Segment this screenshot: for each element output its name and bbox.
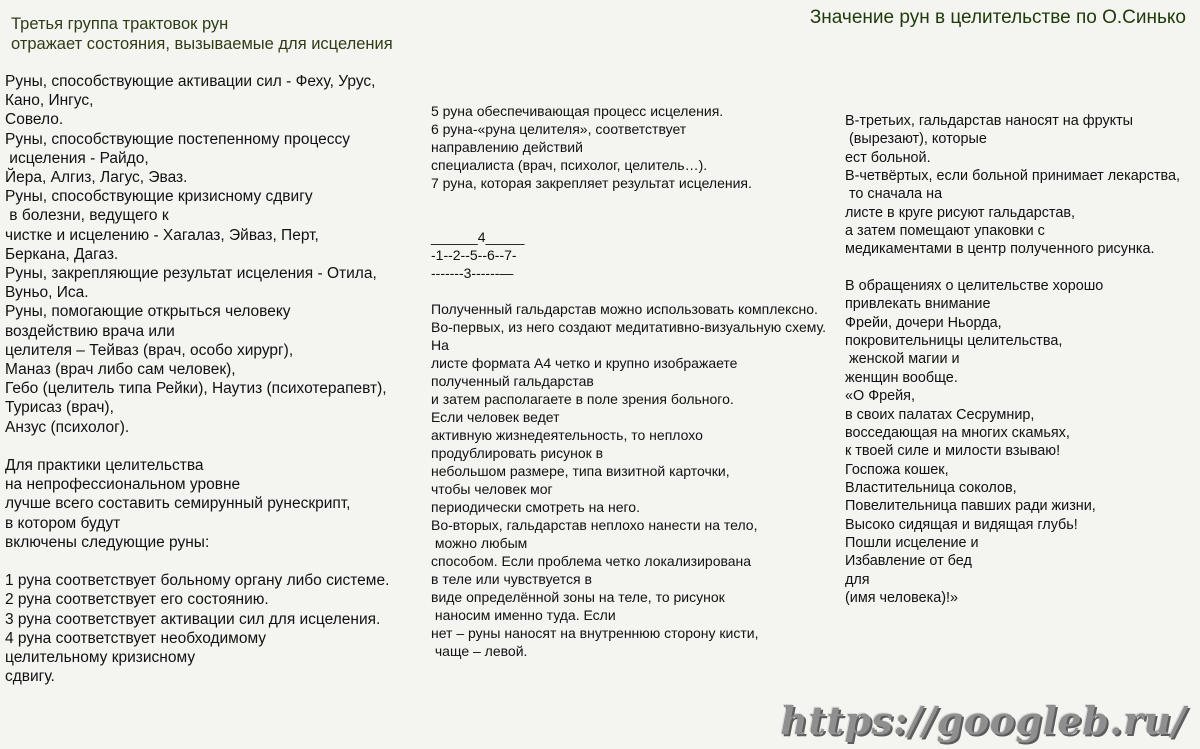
- text-line: [431, 282, 826, 300]
- text-line: Руны, способствующие кризисному сдвигу: [5, 188, 313, 206]
- text-line: Повелительница павших ради жизни,: [845, 498, 1096, 515]
- text-line: исцеления - Райдо,: [5, 149, 149, 167]
- text-line: привлекать внимание: [845, 296, 991, 313]
- text-line: 5 руна обеспечивающая процесс исцеления.: [431, 103, 724, 119]
- text-line: в теле или чувствуется в: [431, 571, 592, 587]
- text-line: специалиста (врач, психолог, целитель…).: [431, 157, 708, 173]
- text-line: Руны, закрепляющие результат исцеления - Отила,: [5, 265, 377, 283]
- text-line: Маназ (врач либо сам человек),: [5, 361, 236, 379]
- text-line: 4 руна соответствует необходимому: [5, 629, 267, 647]
- text-line: чистке и исцелению - Хагалаз, Эйваз, Перт,: [5, 226, 319, 244]
- text-line: (имя человека)!»: [845, 589, 958, 606]
- text-line: активную жизнедеятельность, то неплохо: [431, 427, 703, 443]
- text-line: воздействию врача или: [5, 322, 175, 340]
- text-line: покровительницы целительства,: [845, 333, 1063, 350]
- text-line: лучше всего составить семирунный рунескрипт,: [5, 495, 351, 513]
- text-line: В обращениях о целительстве хорошо: [845, 278, 1104, 295]
- text-line: -------3------—: [431, 265, 514, 281]
- text-line: Для практики целительства: [5, 457, 204, 475]
- text-line: Полученный гальдарстав можно использовать комплексно.: [431, 301, 818, 317]
- text-line: ест больной.: [845, 149, 931, 166]
- text-line: целительному кризисному: [5, 649, 196, 667]
- text-line: [431, 192, 826, 210]
- text-line: -1--2--5--6--7-: [431, 247, 517, 263]
- text-line: Йера, Алгиз, Лагус, Эваз.: [5, 169, 188, 187]
- watermark: https://googleb.ru/: [780, 698, 1186, 743]
- text-line: Анзус (психолог).: [5, 418, 130, 436]
- text-line: направлению действий: [431, 139, 583, 155]
- text-line: небольшом размере, типа визитной карточки,: [431, 463, 730, 479]
- text-line: чаще – левой.: [431, 643, 528, 659]
- text-line: 6 руна-«руна целителя», соответствует: [431, 121, 687, 137]
- text-line: Фрейи, дочери Ньорда,: [845, 314, 1002, 331]
- text-line: Турисаз (врач),: [5, 399, 114, 417]
- text-line: [5, 552, 389, 571]
- text-line: 3 руна соответствует активации сил для исцеления.: [5, 610, 381, 628]
- text-line: продублировать рисунок в: [431, 445, 604, 461]
- text-line: Во-вторых, гальдарстав неплохо нанести на тело,: [431, 517, 758, 533]
- text-line: в котором будут: [5, 514, 121, 532]
- text-line: «О Фрейя,: [845, 388, 915, 405]
- text-line: 7 руна, которая закрепляет результат исцеления.: [431, 175, 752, 191]
- text-line: Кано, Ингус,: [5, 92, 94, 110]
- text-line: 1 руна соответствует больному органу либо системе.: [5, 572, 390, 590]
- text-line: способом. Если проблема четко локализирована: [431, 553, 752, 569]
- text-line: восседающая на многих скамьях,: [845, 424, 1070, 441]
- text-line: В-третьих, гальдарстав наносят на фрукты: [845, 113, 1134, 129]
- text-line: Совело.: [5, 111, 64, 129]
- text-line: [5, 437, 389, 456]
- text-line: [431, 210, 826, 228]
- text-line: Руны, помогающие открыться человеку: [5, 303, 291, 321]
- left-title: Третья группа трактовок рун отражает состояния, вызываемые для исцеления: [11, 15, 393, 53]
- text-line: листе в круге рисуют гальдарстав,: [845, 204, 1075, 221]
- text-line: наносим именно туда. Если: [431, 607, 616, 623]
- text-line: полученный гальдарстав: [431, 373, 594, 389]
- column-3: [845, 112, 1180, 607]
- text-line: медикаментами в центр полученного рисунка.: [845, 241, 1155, 258]
- text-line: На: [431, 337, 449, 353]
- text-line: Руны, способствующие активации сил - Феху, Урус,: [5, 73, 376, 90]
- text-line: листе формата А4 четко и крупно изображаете: [431, 355, 738, 371]
- text-line: [845, 259, 1180, 277]
- text-line: Властительница соколов,: [845, 479, 1017, 496]
- text-line: а затем помещают упаковки с: [845, 223, 1045, 240]
- text-line: сдвигу.: [5, 668, 55, 686]
- text-line: Если человек ведет: [431, 409, 560, 425]
- column-1: [5, 72, 389, 687]
- text-line: чтобы человек мог: [431, 481, 553, 497]
- text-line: Во-первых, из него создают медитативно-визуальную схему.: [431, 319, 826, 335]
- text-line: ______4_____: [431, 229, 525, 245]
- text-line: на непрофессиональном уровне: [5, 476, 241, 494]
- page-title: Значение рун в целительстве по О.Синько: [809, 7, 1186, 28]
- text-line: женской магии и: [845, 351, 960, 368]
- text-line: виде определённой зоны на теле, то рисунок: [431, 589, 725, 605]
- text-line: целителя – Тейваз (врач, особо хирург),: [5, 341, 294, 359]
- text-line: женщин вообще.: [845, 369, 958, 386]
- text-line: периодически смотреть на него.: [431, 499, 640, 515]
- text-line: можно любым: [431, 535, 528, 551]
- text-line: Руны, способствующие постепенному процессу: [5, 130, 351, 148]
- text-line: Вуньо, Иса.: [5, 284, 89, 302]
- text-line: и затем располагаете в поле зрения больного.: [431, 391, 734, 407]
- text-line: Избавление от бед: [845, 553, 972, 570]
- text-line: нет – руны наносят на внутреннюю сторону кисти,: [431, 625, 759, 641]
- text-line: Госпожа кошек,: [845, 461, 949, 478]
- text-line: в болезни, ведущего к: [5, 207, 169, 225]
- text-line: 2 руна соответствует его состоянию.: [5, 591, 269, 609]
- text-line: В-четвёртых, если больной принимает лекарства,: [845, 168, 1181, 185]
- text-line: включены следующие руны:: [5, 533, 210, 551]
- text-line: то сначала на: [845, 186, 943, 203]
- column-2: [431, 102, 826, 660]
- text-line: Пошли исцеление и: [845, 534, 979, 551]
- text-line: Беркана, Дагаз.: [5, 245, 119, 263]
- text-line: (вырезают), которые: [845, 131, 987, 148]
- text-line: Высоко сидящая и видящая глубь!: [845, 516, 1078, 533]
- text-line: для: [845, 571, 870, 588]
- text-line: к твоей силе и милости взываю!: [845, 443, 1061, 460]
- text-line: Гебо (целитель типа Рейки), Наутиз (психотерапевт),: [5, 380, 387, 398]
- text-line: в своих палатах Сесрумнир,: [845, 406, 1035, 423]
